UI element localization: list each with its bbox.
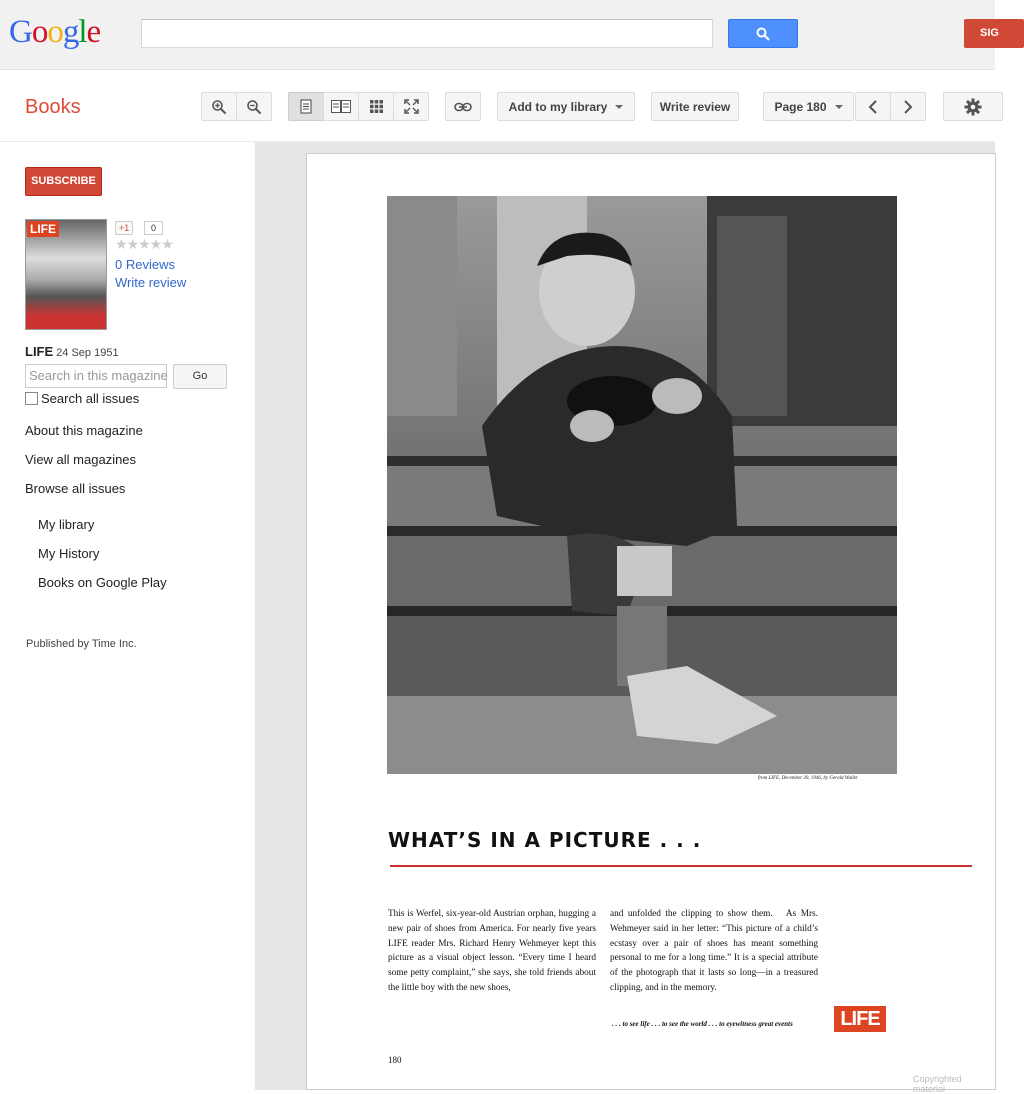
chevron-down-icon — [615, 105, 623, 109]
page-photo — [387, 196, 897, 774]
zoom-in-icon — [211, 99, 227, 115]
previous-page-button[interactable] — [855, 92, 891, 121]
magazine-name: LIFE — [25, 344, 54, 359]
top-bar — [0, 0, 999, 70]
google-logo[interactable] — [9, 14, 100, 51]
subscribe-button[interactable]: SUBSCRIBE — [25, 167, 102, 196]
life-tagline: . . . to see life . . . to see the world . . . to eyewitness great events — [612, 1020, 793, 1028]
article-column-2: and unfolded the clipping to show them. As Mrs. Wehmeyer said in her letter: “This picture of a child’s ecstasy over a pair of shoes has meant something personal to me for a long time.” It is a special attribute of the photograph that it lasts so long—in a treasured clipping, and in the memory. — [610, 909, 818, 993]
page-number: 180 — [388, 1055, 402, 1065]
fullscreen-icon — [404, 99, 419, 114]
search-button[interactable] — [728, 19, 798, 48]
gear-icon — [964, 98, 982, 116]
view-all-magazines-link[interactable]: View all magazines — [25, 452, 137, 467]
magazine-date: 24 Sep 1951 — [56, 347, 119, 359]
magazine-page — [306, 153, 996, 1094]
publisher-text: Published by Time Inc. — [26, 638, 137, 650]
chevron-down-icon — [835, 105, 843, 109]
chevron-right-icon — [903, 100, 913, 114]
logo-letter: o — [47, 14, 63, 50]
page-viewer[interactable] — [255, 142, 995, 1094]
two-page-icon — [331, 100, 351, 113]
cover-logo: LIFE — [27, 221, 59, 237]
fullscreen-button[interactable] — [393, 92, 429, 121]
zoom-in-button[interactable] — [201, 92, 237, 121]
life-logo: LIFE — [834, 1006, 886, 1032]
search-input[interactable] — [141, 19, 713, 48]
search-all-label: Search all issues — [41, 391, 140, 406]
single-page-view-button[interactable] — [288, 92, 324, 121]
books-on-google-play-link[interactable]: Books on Google Play — [38, 575, 167, 590]
gplus-button[interactable] — [115, 221, 133, 235]
logo-letter: o — [31, 14, 48, 50]
link-icon — [454, 102, 472, 112]
rating-stars[interactable]: ★★★★★ — [115, 236, 173, 252]
my-history-link[interactable]: My History — [38, 546, 100, 561]
write-review-button[interactable] — [651, 92, 739, 121]
add-to-library-label: Add to my library — [508, 99, 608, 114]
copyright-notice: Copyrighted material — [913, 1074, 962, 1094]
write-review-link[interactable]: Write review — [115, 275, 187, 290]
add-to-library-button[interactable] — [497, 92, 635, 121]
magazine-cover[interactable] — [25, 219, 107, 330]
search-all-issues[interactable] — [25, 391, 139, 406]
link-button[interactable] — [445, 92, 481, 121]
books-title[interactable]: Books — [25, 96, 81, 118]
chevron-left-icon — [868, 100, 878, 114]
about-magazine-link[interactable]: About this magazine — [25, 423, 143, 438]
sign-in-button[interactable]: SIG — [964, 19, 1024, 48]
grid-icon — [370, 100, 383, 113]
gplus-label: +1 — [119, 223, 130, 233]
zoom-out-button[interactable] — [236, 92, 272, 121]
go-button[interactable]: Go — [173, 364, 227, 389]
magazine-search-input[interactable]: Search in this magazine — [25, 364, 167, 388]
gplus-count: 0 — [144, 221, 163, 235]
search-all-checkbox[interactable] — [25, 392, 38, 405]
settings-button[interactable] — [943, 92, 1003, 121]
page-select-button[interactable] — [763, 92, 854, 121]
sidebar — [0, 142, 255, 1090]
thumbnail-view-button[interactable] — [358, 92, 394, 121]
reviews-link[interactable]: 0 Reviews — [115, 257, 175, 272]
zoom-out-icon — [246, 99, 262, 115]
my-library-link[interactable]: My library — [38, 517, 95, 532]
photo-credit: from LIFE, December 30, 1946, by Gerald Waller — [758, 776, 858, 781]
browse-all-issues-link[interactable]: Browse all issues — [25, 481, 126, 496]
logo-letter: g — [62, 14, 79, 50]
headline-divider — [390, 865, 972, 867]
books-toolbar — [0, 70, 995, 142]
logo-letter: G — [9, 14, 32, 50]
single-page-icon — [300, 99, 312, 114]
magazine-title — [25, 344, 119, 359]
next-page-button[interactable] — [890, 92, 926, 121]
logo-letter: e — [86, 14, 101, 50]
two-page-view-button[interactable] — [323, 92, 359, 121]
article-headline: WHAT’S IN A PICTURE . . . — [388, 828, 702, 852]
page-select-label: Page 180 — [774, 99, 827, 114]
search-icon — [756, 27, 770, 41]
logo-letter: l — [78, 14, 87, 50]
write-review-label: Write review — [659, 99, 731, 114]
article-column-1: This is Werfel, six-year-old Austrian orphan, hugging a new pair of shoes from America. For nearly five years LIFE reader Mrs. Richard Henry Wehmeyer kept this picture as a visual object lesson. “Every time I heard some petty complaint,” she says, she told friends about the little boy with the new shoes, — [388, 909, 596, 993]
